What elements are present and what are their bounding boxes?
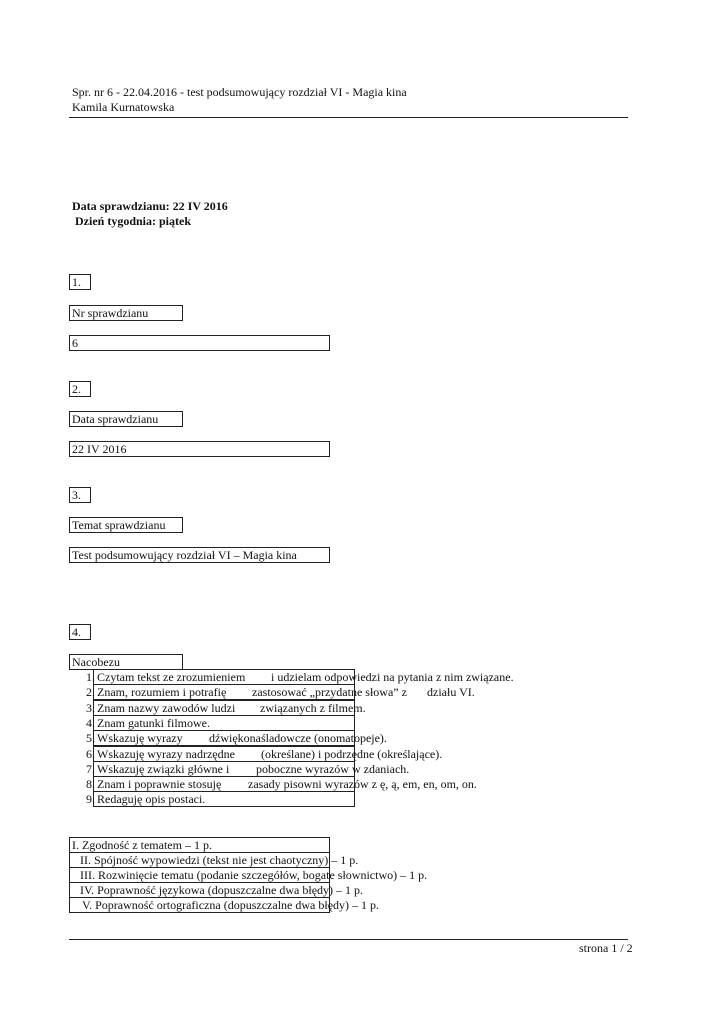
section-1-value-box xyxy=(69,335,330,351)
list-item xyxy=(73,731,387,745)
section-number: 2. xyxy=(72,382,81,396)
section-4-number-box xyxy=(69,624,91,640)
section-2-value-box xyxy=(69,441,330,457)
list-text-a: Znam, rozumiem i potrafię xyxy=(97,685,227,699)
section-4-label-box xyxy=(69,654,183,670)
section-number: 1. xyxy=(72,275,81,289)
section-value: 6 xyxy=(72,336,78,350)
list-number: 5. xyxy=(86,731,95,745)
criteria-item: IV. Poprawność językowa (dopuszczalne dwa błędy) – 1 p. xyxy=(80,883,364,897)
list-number: 8. xyxy=(86,777,95,791)
section-1-number-box xyxy=(69,274,91,290)
header-author: Kamila Kurnatowska xyxy=(72,100,175,114)
list-text-a: Znam nazwy zawodów ludzi xyxy=(97,701,236,715)
list-text-b: i udzielam odpowiedzi na pytania z nim związane. xyxy=(271,670,514,684)
section-3-value-box xyxy=(69,547,330,563)
list-item xyxy=(73,792,206,806)
test-weekday: Dzień tygodnia: piątek xyxy=(75,214,192,228)
list-text-a: Redaguję opis postaci. xyxy=(97,792,206,806)
section-label: Data sprawdzianu xyxy=(72,412,159,426)
test-date: Data sprawdzianu: 22 IV 2016 xyxy=(72,199,228,213)
criteria-item: II. Spójność wypowiedzi (tekst nie jest chaotyczny) – 1 p. xyxy=(80,853,359,867)
criteria-item: I. Zgodność z tematem – 1 p. xyxy=(72,838,212,852)
section-label: Temat sprawdzianu xyxy=(72,518,166,532)
section-label: Nr sprawdzianu xyxy=(72,306,149,320)
section-value: 22 IV 2016 xyxy=(72,442,127,456)
page-number: strona 1 / 2 xyxy=(579,941,633,955)
list-item xyxy=(73,747,443,761)
list-number: 4. xyxy=(86,716,95,730)
list-item xyxy=(73,685,475,699)
list-text-c: działu VI. xyxy=(427,685,475,699)
list-item xyxy=(73,701,366,715)
section-1-label-box xyxy=(69,305,183,321)
list-item xyxy=(73,762,410,776)
list-number: 3. xyxy=(86,701,95,715)
list-text-a: Wskazuję związki główne i xyxy=(97,762,230,776)
list-item xyxy=(73,670,514,684)
list-item xyxy=(73,777,477,791)
list-item xyxy=(73,716,210,730)
section-2-label-box xyxy=(69,411,183,427)
header-rule xyxy=(69,117,628,118)
list-text-b: związanych z filmem. xyxy=(260,701,366,715)
list-text-a: Znam i poprawnie stosuję xyxy=(97,777,222,791)
list-text-a: Wskazuję wyrazy nadrzędne xyxy=(97,747,235,761)
list-text-b: zasady pisowni wyrazów z ę, ą, em, en, om, on. xyxy=(248,777,477,791)
section-3-label-box xyxy=(69,517,183,533)
list-text-a: Znam gatunki filmowe. xyxy=(97,716,210,730)
section-number: 4. xyxy=(72,625,81,639)
section-number: 3. xyxy=(72,488,81,502)
footer-rule xyxy=(69,939,628,940)
list-number: 1. xyxy=(86,670,95,684)
header-line-1: Spr. nr 6 - 22.04.2016 - test podsumowujący rozdział VI - Magia kina xyxy=(72,85,407,99)
list-number: 2. xyxy=(86,685,95,699)
list-text-b: (określane) i podrzędne (określające). xyxy=(261,747,443,761)
list-text-b: dźwiękonaśladowcze (onomatopeje). xyxy=(209,731,387,745)
list-text-a: Wskazuję wyrazy xyxy=(97,731,183,745)
section-3-number-box xyxy=(69,487,91,503)
section-2-number-box xyxy=(69,381,91,397)
criteria-item: V. Poprawność ortograficzna (dopuszczalne dwa błędy) – 1 p. xyxy=(82,898,380,912)
list-text-b: zastosować „przydatne słowa” z xyxy=(252,685,407,699)
criteria-item: III. Rozwinięcie tematu (podanie szczegółów, bogate słownictwo) – 1 p. xyxy=(80,868,428,882)
list-number: 6. xyxy=(86,747,95,761)
section-value: Test podsumowujący rozdział VI – Magia kina xyxy=(72,548,297,562)
section-label: Nacobezu xyxy=(72,655,120,669)
list-number: 9. xyxy=(86,792,95,806)
list-number: 7. xyxy=(86,762,95,776)
list-text-a: Czytam tekst ze zrozumieniem xyxy=(97,670,246,684)
list-text-b: poboczne wyrazów w zdaniach. xyxy=(256,762,410,776)
